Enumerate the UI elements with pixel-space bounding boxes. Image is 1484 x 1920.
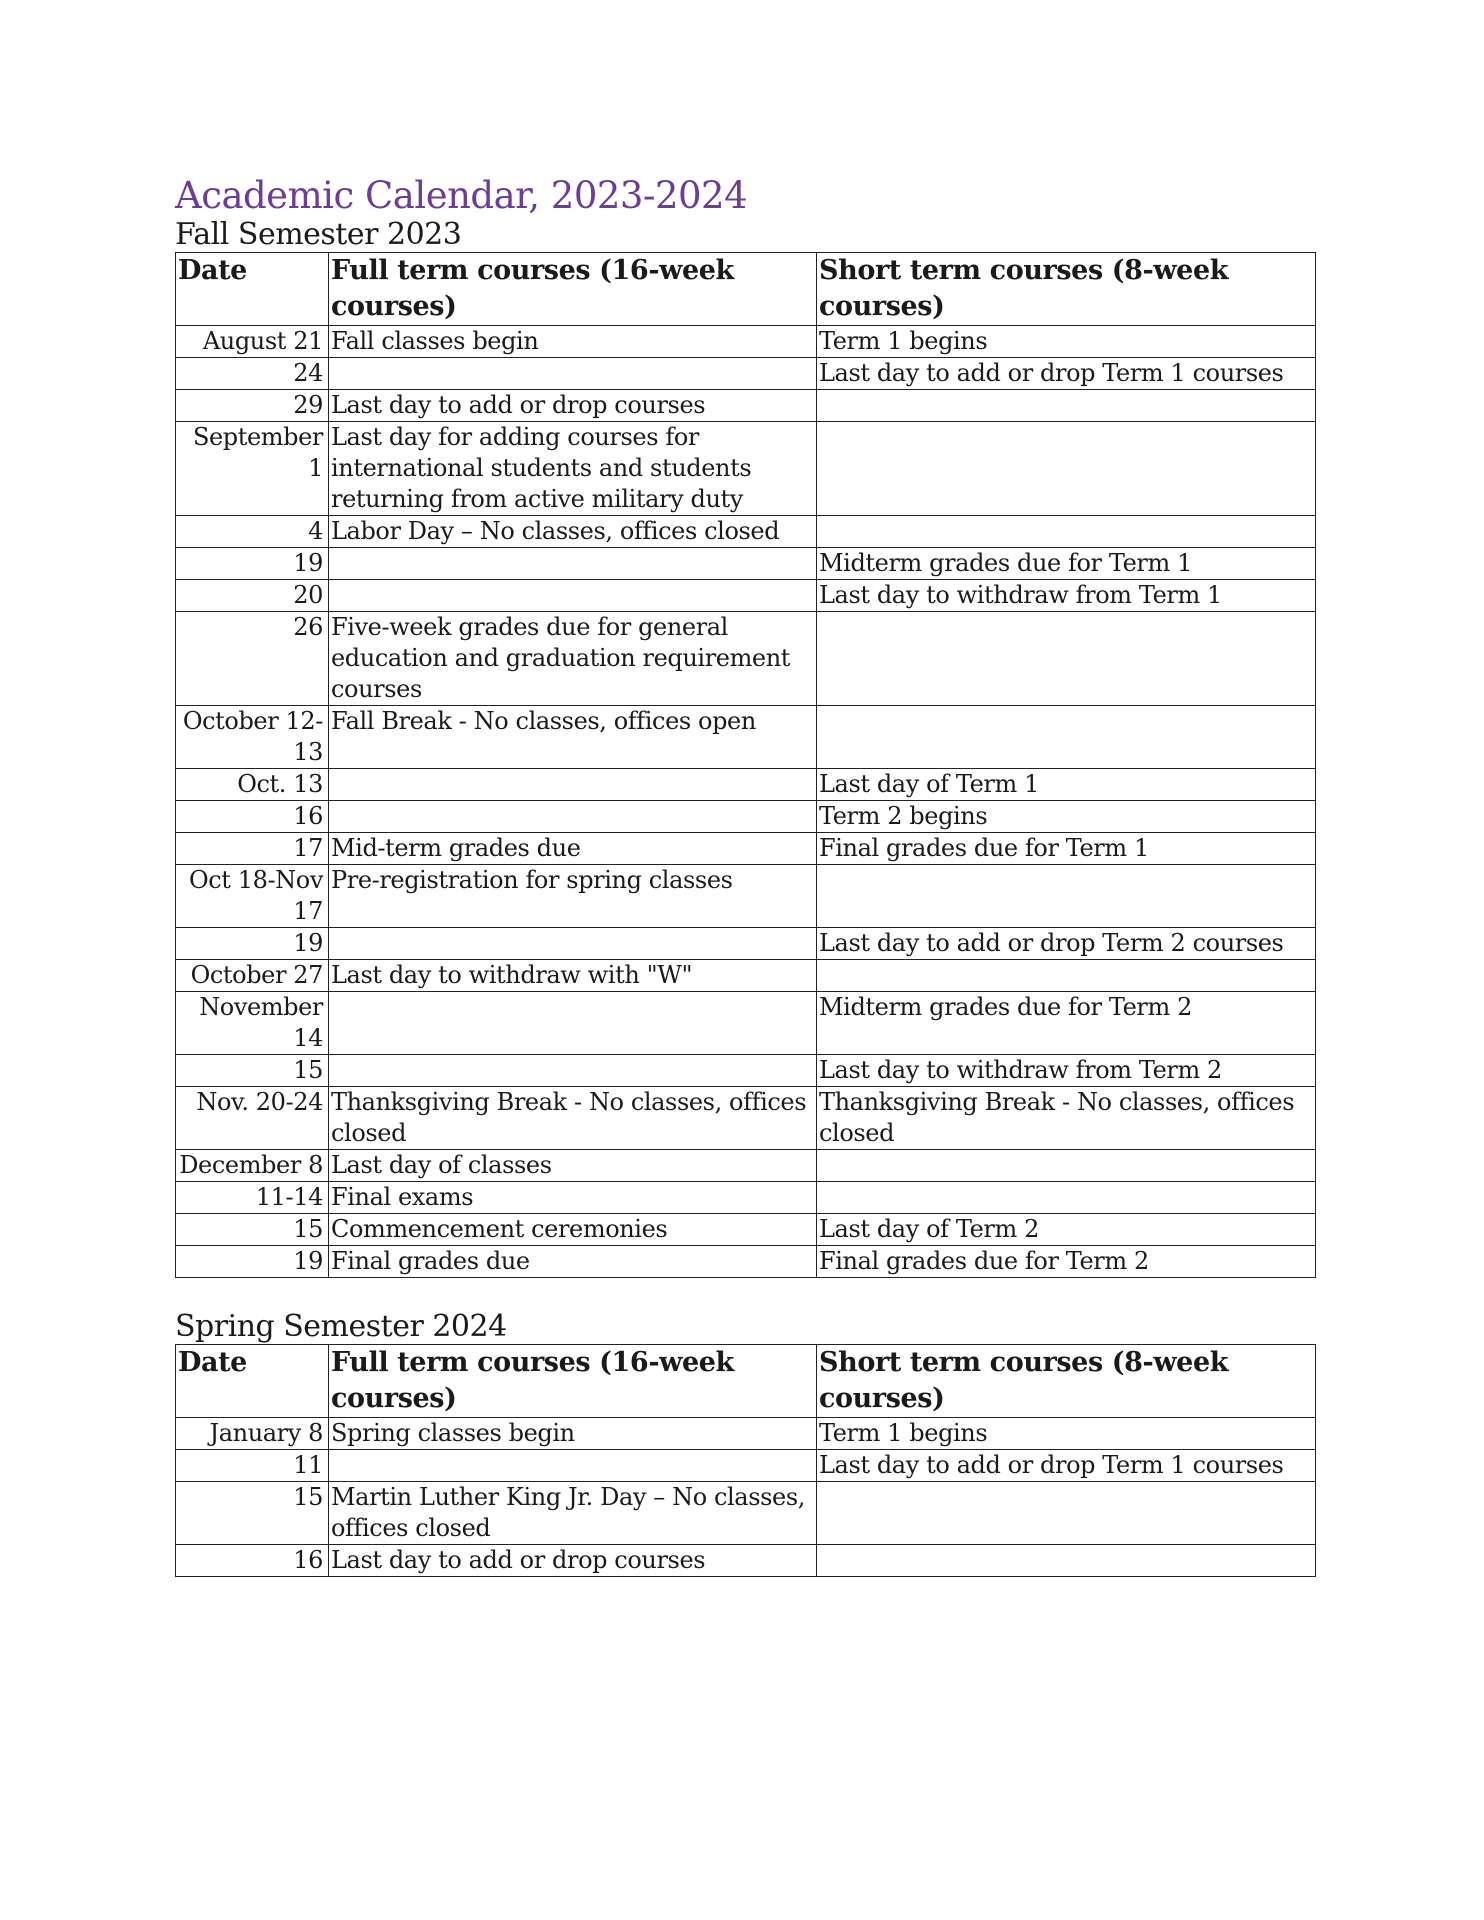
short-term-cell: Midterm grades due for Term 2 [817, 992, 1316, 1055]
full-term-cell [329, 548, 817, 580]
full-term-cell [329, 801, 817, 833]
short-term-cell [817, 612, 1316, 706]
table-row [176, 1150, 1316, 1182]
date-cell: October 12-13 [176, 706, 329, 769]
table-row [176, 960, 1316, 992]
full-term-cell [329, 769, 817, 801]
short-term-cell: Thanksgiving Break - No classes, offices closed [817, 1087, 1316, 1150]
full-term-cell: Fall classes begin [329, 326, 817, 358]
date-cell: 19 [176, 548, 329, 580]
table-row [176, 580, 1316, 612]
short-term-cell [817, 706, 1316, 769]
full-term-cell: Mid-term grades due [329, 833, 817, 865]
short-term-cell: Midterm grades due for Term 1 [817, 548, 1316, 580]
date-cell: October 27 [176, 960, 329, 992]
table-row [176, 1246, 1316, 1278]
date-cell: Nov. 20-24 [176, 1087, 329, 1150]
spring-semester-heading: Spring Semester 2024 [175, 1309, 507, 1344]
date-cell: 19 [176, 1246, 329, 1278]
full-term-cell: Thanksgiving Break - No classes, offices closed [329, 1087, 817, 1150]
date-cell: November 14 [176, 992, 329, 1055]
date-cell: 15 [176, 1214, 329, 1246]
date-cell: 11 [176, 1450, 329, 1482]
short-term-cell [817, 1150, 1316, 1182]
table-row [176, 422, 1316, 516]
short-term-cell: Term 1 begins [817, 1418, 1316, 1450]
column-header-short-term: Short term courses (8-week courses) [817, 253, 1316, 326]
date-cell: September 1 [176, 422, 329, 516]
short-term-cell: Last day to withdraw from Term 2 [817, 1055, 1316, 1087]
fall-table-body [176, 326, 1316, 1278]
full-term-cell [329, 358, 817, 390]
column-header-full-term: Full term courses (16-week courses) [329, 1345, 817, 1418]
table-row [176, 358, 1316, 390]
date-cell: Oct 18-Nov 17 [176, 865, 329, 928]
column-header-full-term: Full term courses (16-week courses) [329, 253, 817, 326]
table-row [176, 1055, 1316, 1087]
date-cell: January 8 [176, 1418, 329, 1450]
table-row [176, 865, 1316, 928]
short-term-cell [817, 1545, 1316, 1577]
short-term-cell: Term 2 begins [817, 801, 1316, 833]
short-term-cell: Last day to add or drop Term 1 courses [817, 358, 1316, 390]
full-term-cell: Last day to withdraw with "W" [329, 960, 817, 992]
full-term-cell: Spring classes begin [329, 1418, 817, 1450]
column-header-date: Date [176, 1345, 329, 1418]
date-cell: 19 [176, 928, 329, 960]
table-row [176, 1450, 1316, 1482]
short-term-cell [817, 390, 1316, 422]
full-term-cell: Five-week grades due for general education and graduation requirement courses [329, 612, 817, 706]
full-term-cell [329, 928, 817, 960]
full-term-cell: Commencement ceremonies [329, 1214, 817, 1246]
short-term-cell [817, 865, 1316, 928]
table-row [176, 1087, 1316, 1150]
date-cell: 16 [176, 801, 329, 833]
short-term-cell [817, 422, 1316, 516]
table-row [176, 1545, 1316, 1577]
date-cell: 16 [176, 1545, 329, 1577]
fall-semester-heading: Fall Semester 2023 [175, 217, 462, 252]
table-row [176, 1182, 1316, 1214]
full-term-cell: Last day of classes [329, 1150, 817, 1182]
full-term-cell [329, 1450, 817, 1482]
table-row [176, 833, 1316, 865]
spring-table-body [176, 1418, 1316, 1577]
full-term-cell: Last day to add or drop courses [329, 390, 817, 422]
full-term-cell: Labor Day – No classes, offices closed [329, 516, 817, 548]
full-term-cell [329, 580, 817, 612]
table-row [176, 769, 1316, 801]
table-row [176, 390, 1316, 422]
table-row [176, 928, 1316, 960]
table-row [176, 1214, 1316, 1246]
short-term-cell: Last day to withdraw from Term 1 [817, 580, 1316, 612]
table-row [176, 548, 1316, 580]
short-term-cell: Term 1 begins [817, 326, 1316, 358]
date-cell: Oct. 13 [176, 769, 329, 801]
date-cell: 15 [176, 1055, 329, 1087]
full-term-cell: Martin Luther King Jr. Day – No classes, offices closed [329, 1482, 817, 1545]
date-cell: December 8 [176, 1150, 329, 1182]
document-page [175, 174, 1315, 1577]
date-cell: August 21 [176, 326, 329, 358]
table-row [176, 516, 1316, 548]
short-term-cell: Final grades due for Term 2 [817, 1246, 1316, 1278]
full-term-cell: Final exams [329, 1182, 817, 1214]
table-row [176, 612, 1316, 706]
table-header-row [176, 1345, 1316, 1418]
full-term-cell [329, 1055, 817, 1087]
table-header-row [176, 253, 1316, 326]
full-term-cell: Last day to add or drop courses [329, 1545, 817, 1577]
date-cell: 20 [176, 580, 329, 612]
column-header-short-term: Short term courses (8-week courses) [817, 1345, 1316, 1418]
short-term-cell: Last day of Term 2 [817, 1214, 1316, 1246]
date-cell: 29 [176, 390, 329, 422]
date-cell: 11-14 [176, 1182, 329, 1214]
full-term-cell: Pre-registration for spring classes [329, 865, 817, 928]
date-cell: 4 [176, 516, 329, 548]
short-term-cell [817, 960, 1316, 992]
date-cell: 17 [176, 833, 329, 865]
short-term-cell: Last day of Term 1 [817, 769, 1316, 801]
table-row [176, 1482, 1316, 1545]
short-term-cell [817, 1182, 1316, 1214]
date-cell: 26 [176, 612, 329, 706]
table-row [176, 1418, 1316, 1450]
column-header-date: Date [176, 253, 329, 326]
full-term-cell: Fall Break - No classes, offices open [329, 706, 817, 769]
table-row [176, 326, 1316, 358]
spring-calendar-table [175, 1344, 1316, 1577]
short-term-cell: Final grades due for Term 1 [817, 833, 1316, 865]
date-cell: 24 [176, 358, 329, 390]
full-term-cell: Final grades due [329, 1246, 817, 1278]
page-title: Academic Calendar, 2023-2024 [175, 174, 748, 217]
table-row [176, 801, 1316, 833]
short-term-cell [817, 516, 1316, 548]
short-term-cell: Last day to add or drop Term 2 courses [817, 928, 1316, 960]
full-term-cell: Last day for adding courses for international students and students returning from active military duty [329, 422, 817, 516]
short-term-cell: Last day to add or drop Term 1 courses [817, 1450, 1316, 1482]
table-row [176, 706, 1316, 769]
date-cell: 15 [176, 1482, 329, 1545]
table-row [176, 992, 1316, 1055]
fall-calendar-table [175, 252, 1316, 1278]
full-term-cell [329, 992, 817, 1055]
short-term-cell [817, 1482, 1316, 1545]
